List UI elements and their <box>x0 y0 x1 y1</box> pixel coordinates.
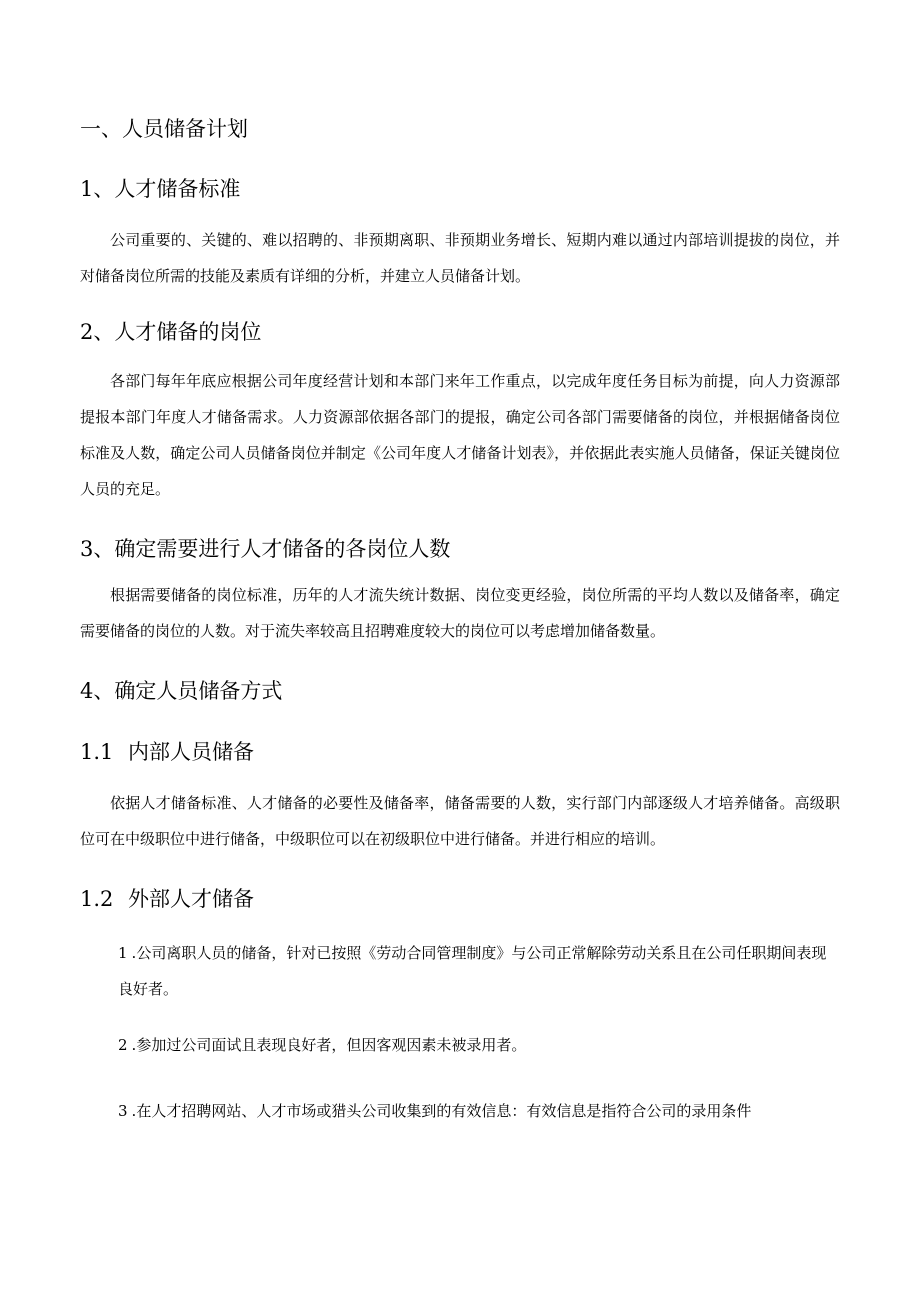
heading-text: 内部人员储备 <box>128 740 254 764</box>
list-item-number: 3 <box>118 1102 128 1120</box>
heading-external-reserve <box>80 885 254 913</box>
list-item <box>118 1027 840 1063</box>
paragraph-reserve-standard: 公司重要的、关键的、难以招聘的、非预期离职、非预期业务增长、短期内难以通过内部培训提拔的岗位，并对储备岗位所需的技能及素质有详细的分析，并建立人员储备计划。 <box>80 231 840 285</box>
list-item <box>118 1093 840 1129</box>
heading-internal-reserve <box>80 738 254 766</box>
paragraph-position-headcount: 根据需要储备的岗位标准，历年的人才流失统计数据、岗位变更经验，岗位所需的平均人数以及储备率，确定需要储备的岗位的人数。对于流失率较高且招聘难度较大的岗位可以考虑增加储备数量。 <box>80 586 840 640</box>
heading-position-headcount: 3、确定需要进行人才储备的各岗位人数 <box>80 537 451 561</box>
paragraph-reserve-positions: 各部门每年年底应根据公司年度经营计划和本部门来年工作重点，以完成年度任务目标为前提，向人力资源部提报本部门年度人才储备需求。人力资源部依据各部门的提报，确定公司各部门需要储备的岗位，并根据储备岗位标准及人数，确定公司人员储备岗位并制定《公司年度人才储备计划表》，并依据此表实施人员储备，保证关键岗位人员的充足。 <box>80 372 840 498</box>
section-heading-plan: 一、人员储备计划 <box>80 117 248 141</box>
heading-number: 1.1 <box>80 740 114 764</box>
list-item-text: .公司离职人员的储备，针对已按照《劳动合同管理制度》与公司正常解除劳动关系且在公司任职期间表现良好者。 <box>118 944 827 998</box>
heading-reserve-positions: 2、人才储备的岗位 <box>80 320 262 344</box>
heading-reserve-standard: 1、人才储备标准 <box>80 177 241 201</box>
list-item-number: 2 <box>118 1036 128 1054</box>
paragraph-internal-reserve: 依据人才储备标准、人才储备的必要性及储备率，储备需要的人数，实行部门内部逐级人才培养储备。高级职位可在中级职位中进行储备，中级职位可以在初级职位中进行储备。并进行相应的培训。 <box>80 794 840 848</box>
list-item <box>118 935 840 1007</box>
heading-number: 1.2 <box>80 887 114 911</box>
heading-text: 外部人才储备 <box>128 887 254 911</box>
list-item-number: 1 <box>118 944 128 962</box>
heading-reserve-method: 4、确定人员储备方式 <box>80 679 283 703</box>
list-item-text: .在人才招聘网站、人才市场或猎头公司收集到的有效信息：有效信息是指符合公司的录用条件 <box>131 1102 752 1120</box>
list-item-text: .参加过公司面试且表现良好者，但因客观因素未被录用者。 <box>131 1036 527 1054</box>
